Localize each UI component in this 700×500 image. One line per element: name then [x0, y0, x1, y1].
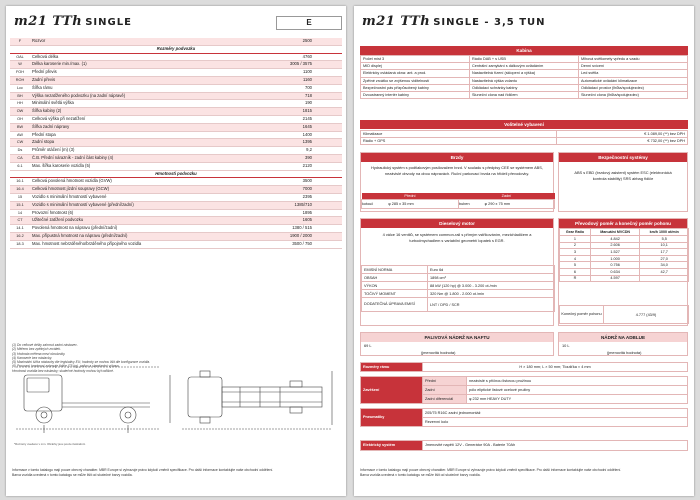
spec-label: Šířka kabiny (2)	[30, 108, 280, 116]
spare-wheel-value: Rezervní kolo	[423, 418, 688, 427]
gear-cell: 4	[560, 255, 591, 262]
footer-line: Informace v tomto katalogu mají pouze obecný charakter. MBR Europe si vyhrazuje právo kdykoli změnit specifikace. Pro další informace kontaktujte naše obchodní oddělení.	[360, 468, 622, 472]
cabin-feature: Bezpečnostní pás přizpůsobený kabiny	[361, 84, 470, 91]
spec-code: Lcc	[10, 84, 30, 92]
brakes-sizes	[361, 193, 555, 209]
electric-row	[360, 440, 688, 451]
cabin-row	[361, 70, 688, 77]
spec-row	[10, 193, 342, 201]
spec-row	[10, 209, 342, 217]
model-variant: SINGLE - 3,5 TUN	[433, 17, 546, 28]
gear-cell: 10,1	[640, 242, 689, 249]
cabin-feature: Sluneční clona (lhůta/spolujezdec)	[579, 92, 688, 99]
gearbox-table	[559, 228, 689, 282]
spec-row	[10, 162, 342, 170]
engine-row	[362, 298, 555, 312]
spec-code: 16.2	[10, 232, 30, 240]
brakes-front-size: φ 285 x 35 mm	[388, 202, 414, 207]
tyres-row	[360, 408, 688, 427]
spec-code: CT	[10, 217, 30, 225]
spec-code: 6.1	[10, 162, 30, 170]
spec-row	[10, 100, 342, 108]
engine-value: 1898 cm³	[428, 274, 555, 282]
section-title: Hmotnosti podvozku	[10, 170, 342, 178]
drawing-note: *Rozměry uvedené v mm. Obrázky jsou pouze ilustrativní.	[14, 442, 86, 446]
brakes-rear-size: φ 290 x 75 mm	[484, 202, 511, 207]
cabin-feature: Denní svícení	[579, 63, 688, 70]
brakes-front-type: kotouč	[362, 202, 374, 207]
spec-page-left	[6, 6, 346, 496]
spec-row	[10, 225, 342, 233]
gear-cell: 2	[560, 242, 591, 249]
spec-value: 390	[280, 154, 342, 162]
cabin-feature: Centrální zamykání s dálkovým ovládáním	[470, 63, 579, 70]
gear-cell: 5,5	[640, 236, 689, 243]
cabin-feature: Nastavitelná výška volantu	[470, 77, 579, 84]
adblue-tank-heading: NÁDRŽ NA ADBLUE	[559, 333, 687, 342]
frame-value: H × 180 mm; L × 50 mm; Tloušťka × 4 mm	[423, 363, 688, 372]
footer-disclaimer	[12, 468, 340, 477]
engine-table	[361, 265, 555, 312]
model-name: m21 TTh	[14, 14, 83, 29]
engine-label: TOČIVÝ MOMENT	[362, 290, 428, 298]
spec-label: Šířka rámu	[30, 84, 280, 92]
model-title	[362, 14, 546, 29]
gearbox-heading: Převodový poměr a konečný poměr pohonu	[559, 219, 687, 228]
safety-box	[558, 152, 688, 212]
gear-cell: 1	[560, 236, 591, 243]
gear-col-header: km/h 1000 ot/min	[640, 229, 689, 236]
spec-value: 3500 / 750	[280, 240, 342, 248]
suspension-value: pólo eliptické listové ocelové pružiny	[467, 386, 688, 395]
spec-label: Zadní převis	[30, 76, 280, 84]
spec-code: 18.3	[10, 240, 30, 248]
spec-label: Celková výška při nezatížení	[30, 115, 280, 123]
equipment-label: Rádio + GPS	[361, 138, 557, 145]
electric-value: Jmenovité napětí 12V - Generátor 90A - Baterie 70Ah	[423, 441, 688, 451]
spec-row	[10, 123, 342, 131]
spec-row	[10, 69, 342, 77]
gear-cell: 4.597	[590, 275, 640, 282]
gear-cell: 0.756	[590, 262, 640, 269]
gear-cell: 27,0	[640, 255, 689, 262]
gear-row	[560, 255, 689, 262]
footer-line: Barva vozidla uvedená v tomto katalogu se může lišit od skutečné barvy vozidla.	[360, 472, 481, 477]
cabin-feature: Mlhová světlomety vpředu a vzadu	[579, 56, 688, 63]
spec-row	[10, 147, 342, 155]
fuel-tank-heading: PALIVOVÁ NÁDRŽ NA NAFTU	[361, 333, 553, 342]
spec-code: HH	[10, 100, 30, 108]
footnote: (6) Provozní hmotnost zahrnuje řidiče (75 kg), palivo a standardní výbavu.	[12, 364, 120, 369]
equipment-heading: Volitelné vybavení	[360, 120, 688, 129]
spec-value: 2120	[280, 162, 342, 170]
suspension-table	[360, 376, 688, 404]
spec-label: Vozidlo s minimální hmotností vybavené	[30, 193, 280, 201]
footnote: (4) Karoserie bez nástavby.	[12, 355, 53, 360]
spec-code: 15	[10, 193, 30, 201]
cabin-feature: Sluneční clona nad řidičem	[470, 92, 579, 99]
spec-value: 190	[280, 100, 342, 108]
spec-value: 1605	[280, 217, 342, 225]
spec-code: OW	[10, 108, 30, 116]
tyres-value: 205/75 R16C zadní jednomontáž	[423, 409, 688, 418]
spec-label: Celková hmotnost jízdní soupravy (GCW)	[30, 186, 280, 194]
gear-cell: 6	[560, 268, 591, 275]
spec-code: F	[10, 38, 30, 45]
engine-text: 4 válce 16 ventilů, se systémem common-rail s přímým vstřikováním, mezichladičem a turbodmychadlem s variabilní geometrií lopatek s EGR.	[382, 232, 532, 243]
spec-row	[10, 92, 342, 100]
gear-col-header: Gear Ratio	[560, 229, 591, 236]
brakes-text: Hydraulický systém s podtlakovým posilovačem brzd. V souladu s předpisy CEE se systémem ABS, nezávislé obvody na obou nápravách. Ruční parkovací brzda na hřídeli převodovky.	[371, 165, 543, 176]
spec-value: 2500	[280, 38, 342, 45]
frame-row	[360, 362, 688, 372]
model-name: m21 TTh	[362, 14, 431, 29]
gear-row	[560, 236, 689, 243]
cabin-feature: Automatické ovládání klimatizace	[579, 77, 688, 84]
gear-cell: 2.606	[590, 242, 640, 249]
spec-label: Max. hmotnost nebrzděného/brzděného přípojného vozidla	[30, 240, 280, 248]
spec-value: 1160	[280, 76, 342, 84]
brakes-heading: Brzdy	[361, 153, 553, 162]
equipment-label: Klimatizace	[361, 131, 557, 138]
spec-label: Užitečné zatížení podvozku	[30, 217, 280, 225]
equipment-row	[361, 138, 688, 145]
spec-label: Celková délka	[30, 53, 280, 61]
spec-row	[10, 178, 342, 186]
spec-label: Max. šířka karoserie vozidla (5)	[30, 162, 280, 170]
brakes-front-label: Přední	[362, 193, 459, 200]
suspension-part: Zadní diferenciál	[423, 395, 467, 404]
page-header	[354, 6, 694, 36]
spec-value: 700	[280, 84, 342, 92]
safety-text: ABS s EBD (brzdový asistent) systém ESC (elektronická kontrola stability) SRS airbag řidiče	[574, 170, 672, 181]
gear-cell: 0.634	[590, 268, 640, 275]
cabin-feature: Odkládací prostor (lhůta/spolujezdec)	[579, 84, 688, 91]
engine-row	[362, 266, 555, 274]
frame-label: Rozměry rámu	[361, 363, 423, 372]
gear-row	[560, 249, 689, 256]
spec-value: 1380 / 515	[280, 225, 342, 233]
adblue-capacity: 10 L	[562, 343, 570, 348]
spec-label: Max. přípustná hmotnost na nápravu (přední/zadní)	[30, 232, 280, 240]
cabin-feature: Nastavitelná řízení (sklopení a výška)	[470, 70, 579, 77]
spec-code: 14	[10, 209, 30, 217]
spec-row	[10, 38, 342, 45]
cabin-row	[361, 56, 688, 63]
spec-value: 1395	[280, 139, 342, 147]
cabin-feature: Zpětné zrcátko se zvýšenou viditelností	[361, 77, 470, 84]
spec-label: Povolená hmotnost na nápravu (přední/zadní)	[30, 225, 280, 233]
equipment-price: € 732,00 (**) bez DPH	[557, 138, 688, 145]
spec-code: BH	[10, 92, 30, 100]
gear-cell: 42,7	[640, 268, 689, 275]
model-variant: SINGLE	[85, 17, 132, 28]
spec-label: Šířka zadní nápravy	[30, 123, 280, 131]
spec-code: 15.1	[10, 201, 30, 209]
gear-col-header: Manuální MVCDN	[590, 229, 640, 236]
cabin-row	[361, 77, 688, 84]
gear-cell: 1.000	[590, 255, 640, 262]
cabin-feature: Odkládací schránky kabiny	[470, 84, 579, 91]
engine-label: EMISNÍ NORMA	[362, 266, 428, 274]
cabin-table	[360, 55, 688, 99]
spec-label: Vozidlo s minimální hmotností vybavené (přední/zadní)	[30, 201, 280, 209]
engine-value: LNT / DPD / SCR	[428, 298, 555, 312]
model-title	[14, 14, 132, 29]
chassis-drawings	[10, 359, 342, 439]
spec-value: 9,2	[280, 147, 342, 155]
gear-cell: 5	[560, 262, 591, 269]
spec-value: 1385/710	[280, 201, 342, 209]
footnote: Hmotnost vozidla bez nástavby; skutečné hodnoty mohou být odlišné.	[12, 368, 114, 373]
spec-code: 16.1	[10, 178, 30, 186]
spec-label: Průměr otáčení (m) (3)	[30, 147, 280, 155]
suspension-row	[361, 377, 688, 386]
final-drive-label: Konečný poměr pohonu	[560, 306, 604, 324]
cabin-feature: Led světla	[579, 70, 688, 77]
spec-code: OH	[10, 115, 30, 123]
electric-label: Elektrický systém	[361, 441, 423, 451]
spec-row	[10, 232, 342, 240]
spec-label: Výška nezatíženého podvozku (na zadní nápravě)	[30, 92, 280, 100]
spec-row	[10, 53, 342, 61]
final-drive-value: 4.777 (43/9)	[604, 306, 689, 324]
suspension-value: φ 232 mm HEAVY DUTY	[467, 395, 688, 404]
cabin-row	[361, 63, 688, 70]
footnote: (3) Hodnota měřena mezi obrubníky.	[12, 351, 66, 356]
adblue-capacity-note: (jmenovitá hodnota)	[607, 350, 642, 355]
engine-label: DODATEČNÁ ÚPRAVA EMISÍ	[362, 298, 428, 312]
fuel-tank-box	[360, 332, 554, 356]
engine-box	[360, 218, 554, 326]
spec-code: FOH	[10, 69, 30, 77]
spec-value: 3500	[280, 178, 342, 186]
spec-label: Celková povolená hmotnost vozidla (GVW)	[30, 178, 280, 186]
spec-row	[10, 76, 342, 84]
brakes-box	[360, 152, 554, 212]
spec-value: 1400	[280, 131, 342, 139]
footer-line: Informace v tomto katalogu mají pouze obecný charakter. MBR Europe si vyhrazuje právo kdykoli změnit specifikace. Pro další informace kontaktujte naše obchodní oddělení.	[12, 468, 274, 472]
footnote: (5) Maximální šířka nástavby dle legislativy EU; hodnoty se mohou lišit dle konfigurace vozidla.	[12, 360, 151, 365]
cabin-feature: Počet míst 3	[361, 56, 470, 63]
suspension-label: Zavěšení	[361, 377, 423, 404]
tyres-label: Pneumatiky	[361, 409, 423, 427]
engine-row	[362, 290, 555, 298]
footer-disclaimer	[360, 468, 688, 477]
gear-row	[560, 275, 689, 282]
engine-label: VÝKON	[362, 282, 428, 290]
spec-value: 1900 / 2000	[280, 232, 342, 240]
spec-code: BW	[10, 123, 30, 131]
footnote: (2) Měřeno bez zpětných zrcátek.	[12, 347, 61, 352]
suspension-value: nezávislé s příčnou listovou pružinou	[467, 377, 688, 386]
cabin-feature: Dvoustranný interiér kabiny	[361, 92, 470, 99]
spec-label: Minimální světlá výška	[30, 100, 280, 108]
spec-label: Přední převis	[30, 69, 280, 77]
brakes-front	[362, 200, 459, 209]
footnote: (1) Do celkové délky zahrnut zadní nástavec.	[12, 343, 78, 347]
side-view-drawing	[16, 367, 170, 433]
equipment-table	[360, 130, 688, 145]
cabin-feature: Elektricky ovládaná okna: ant. a prod.	[361, 70, 470, 77]
gear-row	[560, 268, 689, 275]
suspension-part: Přední	[423, 377, 467, 386]
engine-value: 320 Nm @ 1.800 - 2.000 ot./min	[428, 290, 555, 298]
spec-value: 1895	[280, 209, 342, 217]
gear-row	[560, 242, 689, 249]
spec-value: 2395	[280, 193, 342, 201]
gearbox-box	[558, 218, 688, 326]
spec-row	[10, 61, 342, 69]
spec-value: 2145	[280, 115, 342, 123]
gear-cell: 3	[560, 249, 591, 256]
spec-code: 16.4	[10, 186, 30, 194]
gear-cell: 34,0	[640, 262, 689, 269]
spec-label: Provozní hmotnost (6)	[30, 209, 280, 217]
page-header	[6, 6, 346, 36]
spec-label: Přední stopa	[30, 131, 280, 139]
spec-row	[10, 186, 342, 194]
spec-label: Č.B. Přední nárazník - zadní část kabiny (4)	[30, 154, 280, 162]
spec-row	[10, 154, 342, 162]
spec-code: OAL	[10, 53, 30, 61]
spec-value: 3005 / 3575	[280, 61, 342, 69]
spec-page-right	[354, 6, 694, 496]
chassis-spec-table	[10, 38, 342, 249]
spec-section-heading	[10, 45, 342, 53]
engine-label: OBSAH	[362, 274, 428, 282]
brakes-rear	[459, 200, 555, 209]
engine-row	[362, 274, 555, 282]
spec-value: 718	[280, 92, 342, 100]
spec-value: 1815	[280, 108, 342, 116]
spec-row	[10, 240, 342, 248]
cabin-row	[361, 92, 688, 99]
cabin-row	[361, 84, 688, 91]
engine-value: 88 kW (120 hp) @ 3.000 - 3.200 ot./min	[428, 282, 555, 290]
gear-cell: R	[560, 275, 591, 282]
spec-value: 1645	[280, 123, 342, 131]
spec-code: W	[10, 61, 30, 69]
gear-cell: 4.842	[590, 236, 640, 243]
spec-code: Ds	[10, 147, 30, 155]
equipment-price: € 1.089,00 (**) bez DPH	[557, 131, 688, 138]
safety-heading: Bezpečnostní systémy	[559, 153, 687, 162]
engine-heading: Dieselový motor	[361, 219, 553, 228]
spec-row	[10, 139, 342, 147]
engine-value: Euro 6d	[428, 266, 555, 274]
spec-section-heading	[10, 170, 342, 178]
spec-label: Délka karoserie min./max. (1)	[30, 61, 280, 69]
fuel-capacity-note: (jmenovitá hodnota)	[421, 350, 456, 355]
engine-badge: E	[276, 16, 342, 30]
spec-code: 14.1	[10, 225, 30, 233]
spec-value: 7000	[280, 186, 342, 194]
gear-cell: 17,7	[640, 249, 689, 256]
brakes-rear-type: buben	[459, 202, 470, 207]
section-title: Rozměry podvozku	[10, 45, 342, 53]
brakes-rear-label: Zadní	[459, 193, 555, 200]
spec-label: Rozvor	[30, 38, 280, 45]
spec-row	[10, 115, 342, 123]
spec-code: CA	[10, 154, 30, 162]
cabin-feature: MID displej	[361, 63, 470, 70]
engine-row	[362, 282, 555, 290]
suspension-part: Zadní	[423, 386, 467, 395]
cabin-feature: Rádio DAB + s USB	[470, 56, 579, 63]
cabin-heading: Kabina	[360, 46, 688, 55]
spec-row	[10, 217, 342, 225]
spec-row	[10, 131, 342, 139]
spec-row	[10, 84, 342, 92]
gear-row	[560, 262, 689, 269]
spec-row	[10, 108, 342, 116]
spec-code: AW	[10, 131, 30, 139]
top-view-drawing	[182, 371, 332, 429]
spec-row	[10, 201, 342, 209]
spec-code: CW	[10, 139, 30, 147]
spec-value: 4760	[280, 53, 342, 61]
spec-code: ROH	[10, 76, 30, 84]
gear-cell	[640, 275, 689, 282]
footer-line: Barva vozidla uvedená v tomto katalogu se může lišit od skutečné barvy vozidla.	[12, 472, 133, 477]
spec-label: Zadní stopa	[30, 139, 280, 147]
spec-value: 1100	[280, 69, 342, 77]
equipment-row	[361, 131, 688, 138]
fuel-capacity: 69 L	[364, 343, 372, 348]
adblue-tank-box	[558, 332, 688, 356]
final-drive	[559, 305, 689, 324]
gear-cell: 1.527	[590, 249, 640, 256]
